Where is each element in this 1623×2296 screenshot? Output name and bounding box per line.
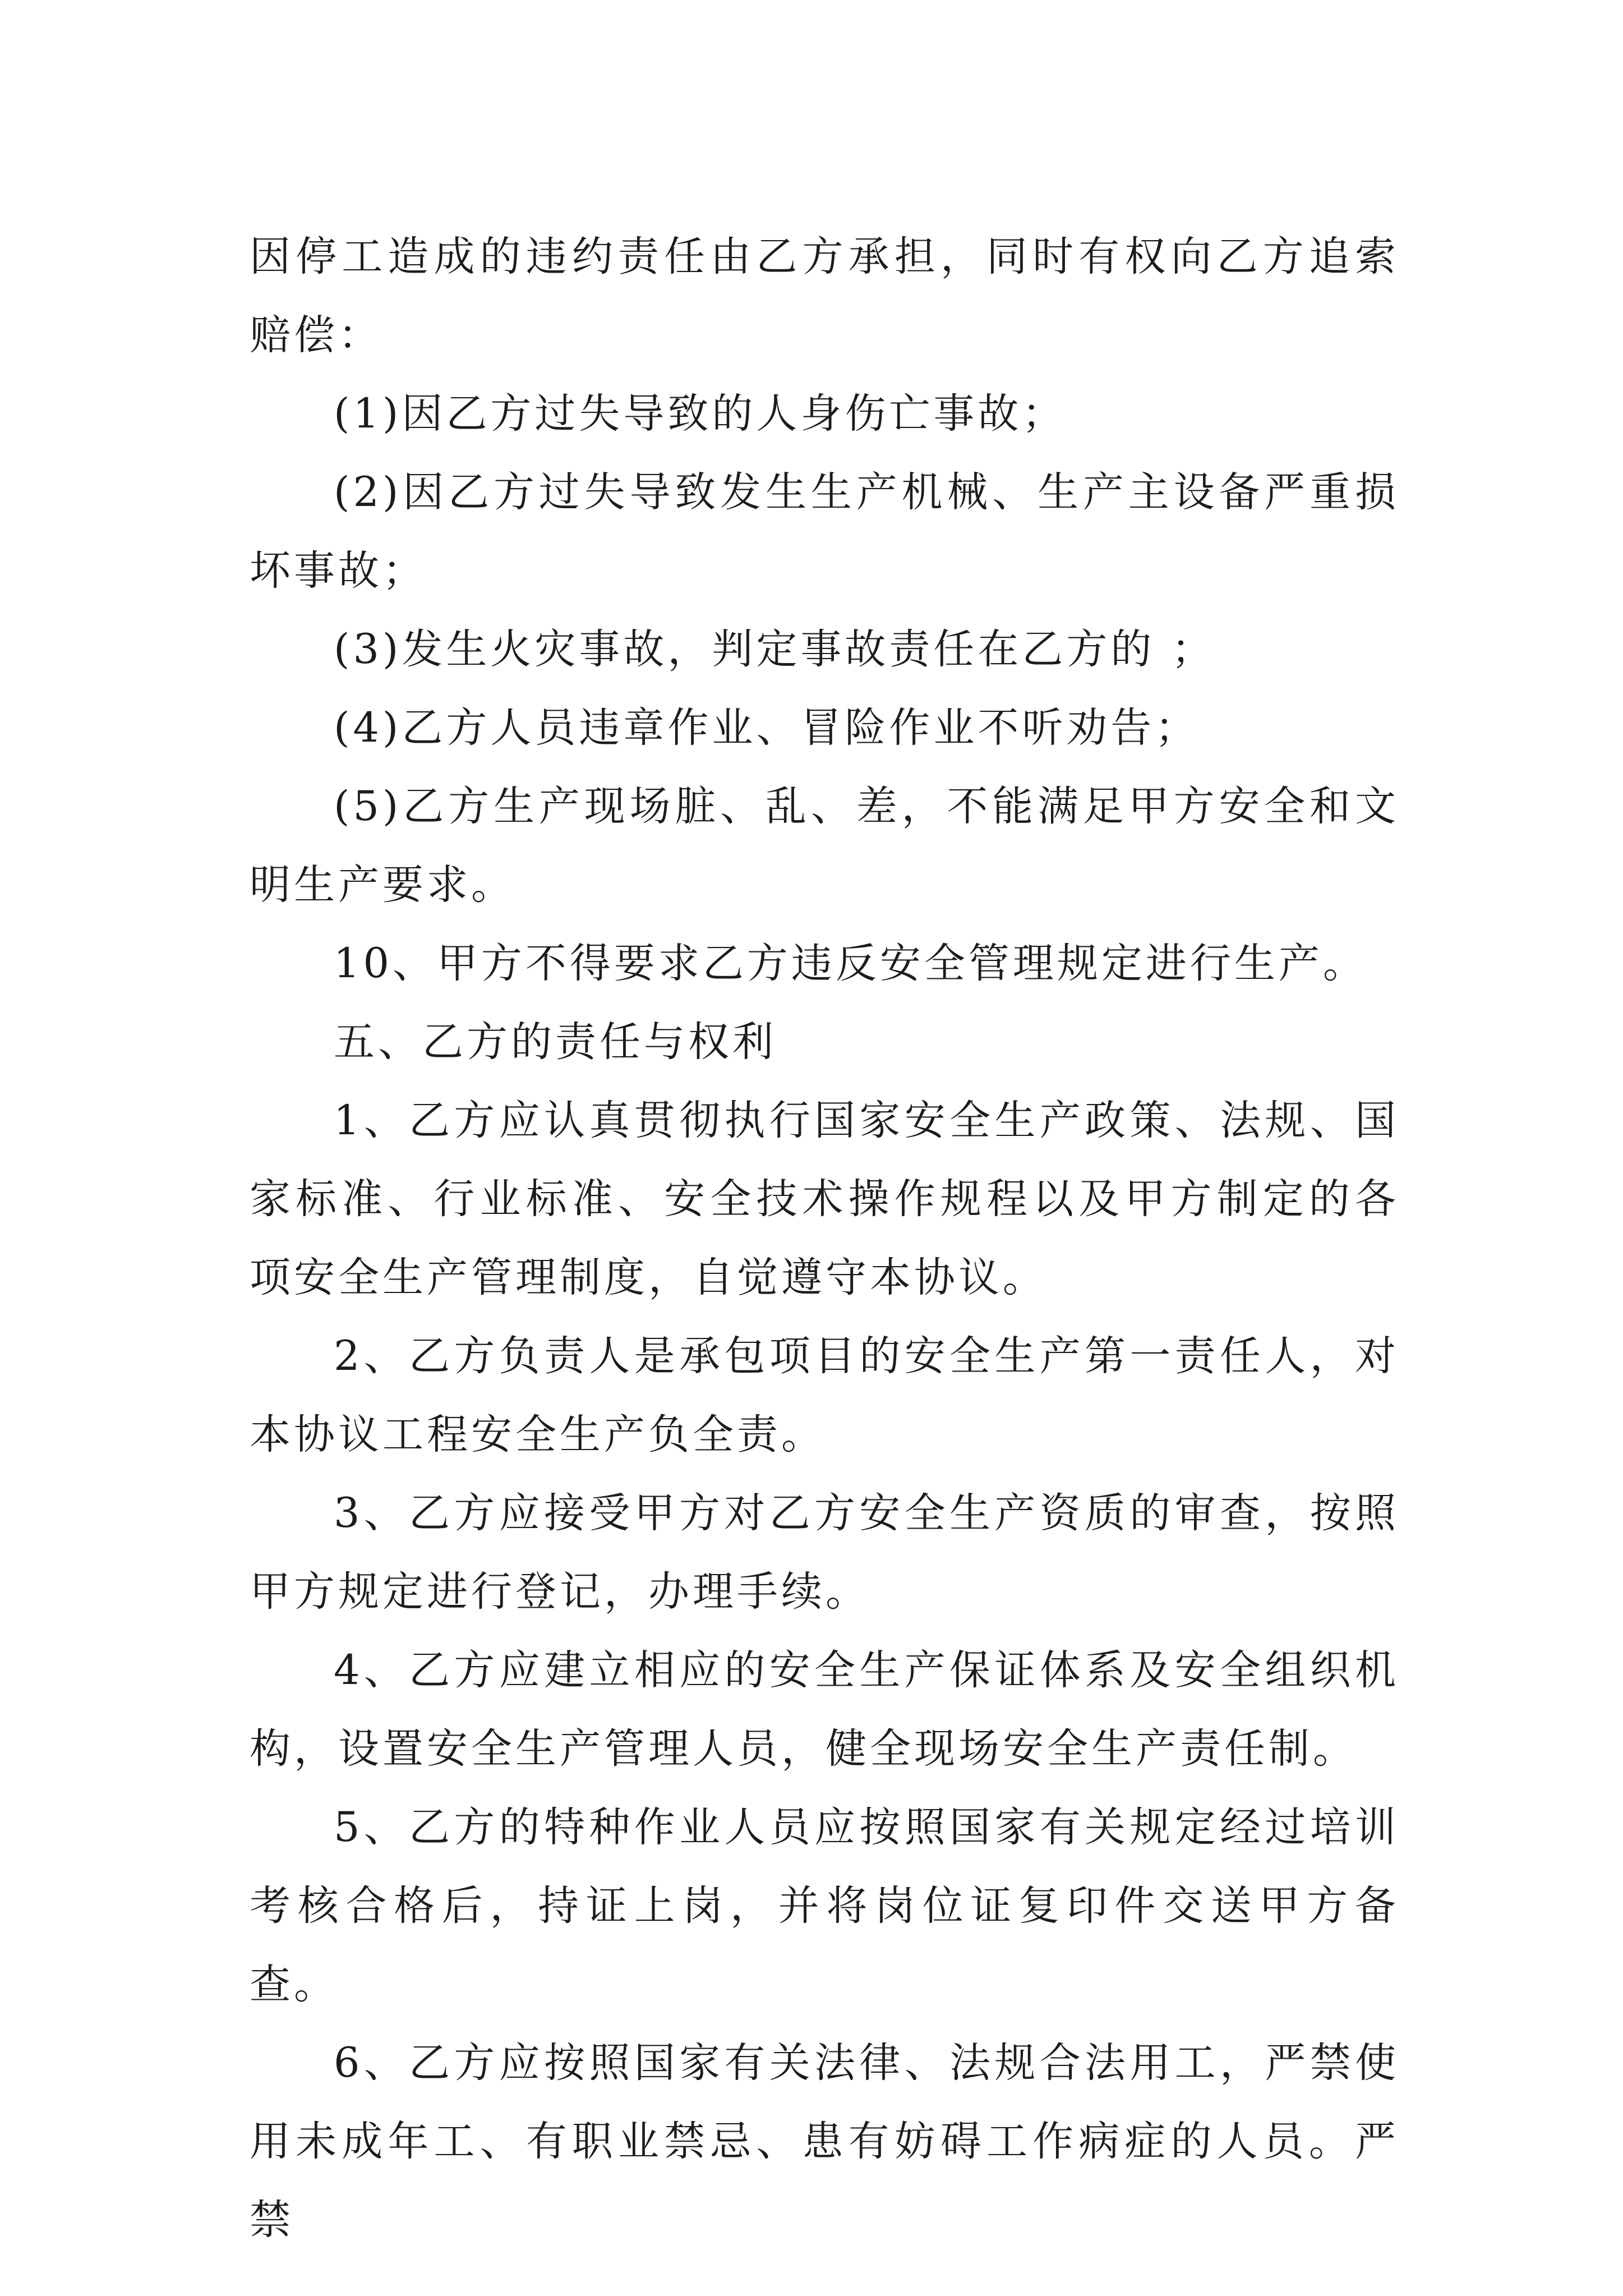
list-item: (5)乙方生产现场脏、乱、差，不能满足甲方安全和文明生产要求。 [250, 783, 1399, 909]
list-item: (3)发生火灾事故，判定事故责任在乙方的 ； [334, 625, 1216, 673]
paragraph: 因停工造成的违约责任由乙方承担，同时有权向乙方追索赔偿： [250, 233, 1399, 359]
clause: 2、乙方负责人是承包项目的安全生产第一责任人，对本协议工程安全生产负全责。 [250, 1332, 1399, 1458]
document-body [250, 218, 1399, 2260]
list-item: (1)因乙方过失导致的人身伤亡事故； [334, 390, 1067, 438]
clause: 5、乙方的特种作业人员应按照国家有关规定经过培训考核合格后，持证上岗，并将岗位证复印件交送甲方备查。 [250, 1803, 1399, 2008]
clause: 6、乙方应按照国家有关法律、法规合法用工，严禁使用未成年工、有职业禁忌、患有妨碍工作病症的人员。严禁 [250, 2039, 1399, 2244]
clause: 1、乙方应认真贯彻执行国家安全生产政策、法规、国家标准、行业标准、安全技术操作规程以及甲方制定的各项安全生产管理制度，自觉遵守本协议。 [250, 1097, 1399, 1301]
clause: 3、乙方应接受甲方对乙方安全生产资质的审查，按照甲方规定进行登记，办理手续。 [250, 1489, 1399, 1616]
section-heading: 五、乙方的责任与权利 [334, 1018, 777, 1066]
list-item: (4)乙方人员违章作业、冒险作业不听劝告； [334, 704, 1200, 752]
clause: 10、甲方不得要求乙方违反安全管理规定进行生产。 [334, 940, 1367, 987]
list-item: (2)因乙方过失导致发生生产机械、生产主设备严重损坏事故； [250, 468, 1399, 595]
clause: 4、乙方应建立相应的安全生产保证体系及安全组织机构，设置安全生产管理人员，健全现场安全生产责任制。 [250, 1646, 1399, 1773]
